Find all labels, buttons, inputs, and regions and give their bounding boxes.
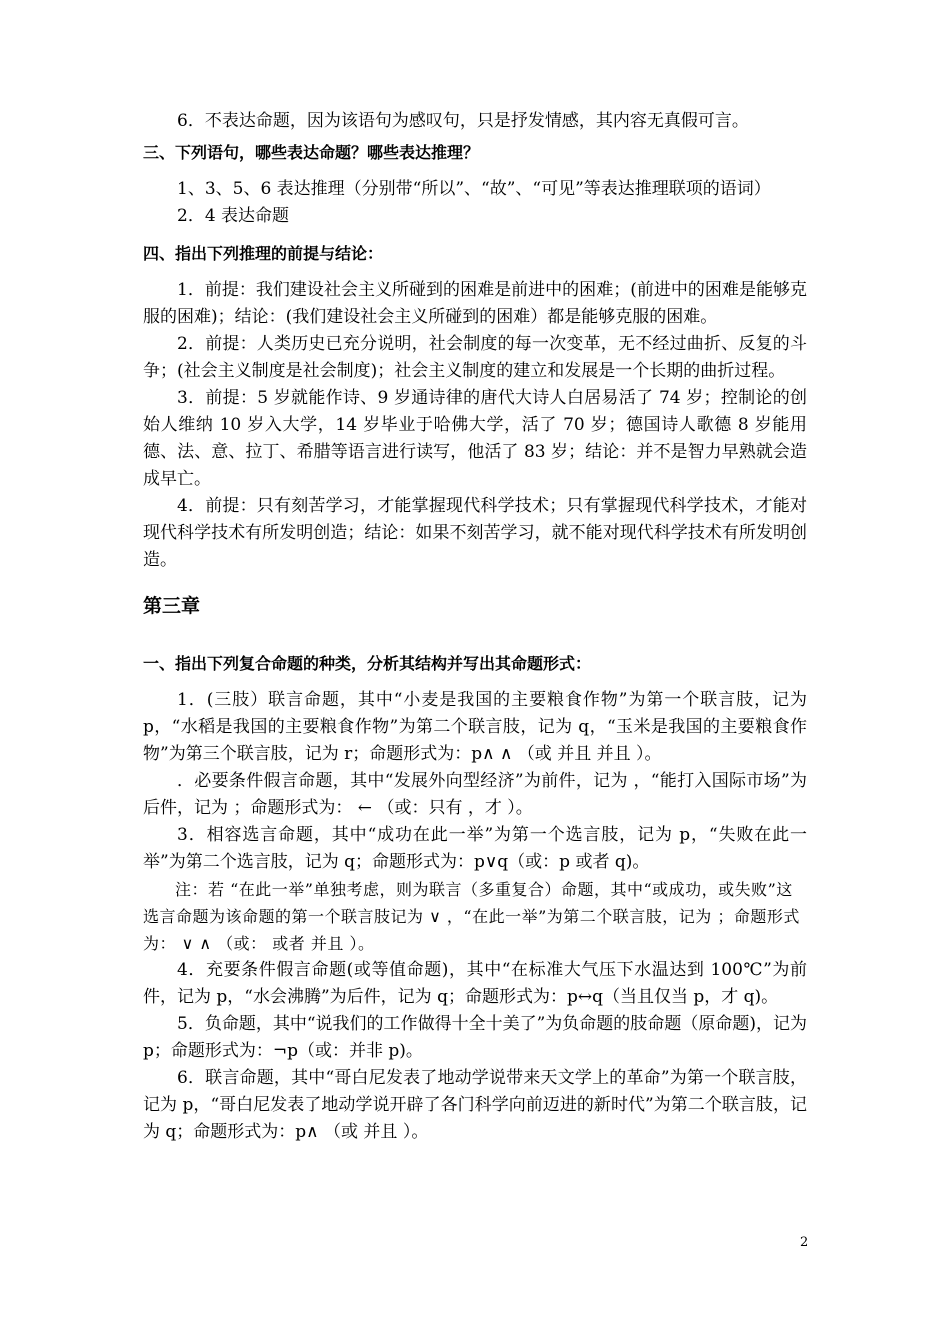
chapter-item-2: ．必要条件假言命题，其中“发展外向型经济”为前件，记为 ，“能打入国际市场”为后件，记为 ；命题形式为： ← （或：只有 ，才 ）。 <box>143 771 807 818</box>
paragraph-item-6: 6．不表达命题，因为该语句为感叹句，只是抒发情感，其内容无真假可言。 <box>177 111 749 131</box>
section-4-heading: 四、指出下列推理的前提与结论： <box>143 244 384 263</box>
section-3-item-2: 2．4 表达命题 <box>177 206 290 226</box>
section-4-item-1: 1．前提：我们建设社会主义所碰到的困难是前进中的困难；(前进中的困难是能够克服的困难)；结论：(我们建设社会主义所碰到的困难）都是能够克服的困难。 <box>143 280 807 327</box>
chapter-item-4: 4．充要条件假言命题(或等值命题)，其中“在标准大气压下水温达到 100℃”为前件，记为 p，“水会沸腾”为后件，记为 q；命题形式为：p↔q（当且仅当 p，才 q)。 <box>143 960 807 1007</box>
page-number: 2 <box>800 1235 809 1250</box>
chapter-title: 第三章 <box>143 595 201 617</box>
section-4-item-4: 4．前提：只有刻苦学习，才能掌握现代科学技术；只有掌握现代科学技术，才能对现代科学技术有所发明创造；结论：如果不刻苦学习，就不能对现代科学技术有所发明创造。 <box>143 496 807 570</box>
document-page <box>143 108 807 1146</box>
section-4-item-2: 2．前提：人类历史已充分说明，社会制度的每一次变革，无不经过曲折、反复的斗争；(社会主义制度是社会制度)；社会主义制度的建立和发展是一个长期的曲折过程。 <box>143 334 807 381</box>
section-4-item-3: 3．前提：5 岁就能作诗、9 岁通诗律的唐代大诗人白居易活了 74 岁；控制论的创始人维纳 10 岁入大学，14 岁毕业于哈佛大学，活了 70 岁；德国诗人歌德 8 岁能用德、法、意、拉丁、希腊等语言进行读写，他活了 83 岁；结论：并不是智力早熟就会造成早亡。 <box>143 388 807 489</box>
section-3-item-1: 1、3、5、6 表达推理（分别带“所以”、“故”、“可见”等表达推理联项的语词） <box>177 179 771 199</box>
chapter-item-1: 1．(三肢）联言命题，其中“小麦是我国的主要粮食作物”为第一个联言肢，记为 p，“水稻是我国的主要粮食作物”为第二个联言肢，记为 q，“玉米是我国的主要粮食作物”为第三个联言肢，记为 r；命题形式为：p∧ ∧ （或 并且 并且 ）。 <box>143 690 807 764</box>
chapter-note: 注：若 “在此一举”单独考虑，则为联言（多重复合）命题，其中“或成功，或失败”这选言命题为该命题的第一个联言肢记为 ∨ ，“在此一举”为第二个联言肢，记为 ；命题形式为： ∨ ∧ （或： 或者 并且 ）。 <box>143 880 800 953</box>
chapter-item-3: 3．相容选言命题，其中“成功在此一举”为第一个选言肢，记为 p，“失败在此一举”为第二个选言肢，记为 q；命题形式为：p∨q（或：p 或者 q)。 <box>143 825 807 872</box>
chapter-section-1-heading: 一、指出下列复合命题的种类，分析其结构并写出其命题形式： <box>143 654 592 673</box>
section-3-heading: 三、下列语句，哪些表达命题？哪些表达推理？ <box>143 143 480 162</box>
chapter-item-5: 5．负命题，其中“说我们的工作做得十全十美了”为负命题的肢命题（原命题)，记为 p；命题形式为：¬p（或：并非 p)。 <box>143 1014 807 1061</box>
chapter-item-6: 6．联言命题，其中“哥白尼发表了地动学说带来天文学上的革命”为第一个联言肢，记为 p，“哥白尼发表了地动学说开辟了各门科学向前迈进的新时代”为第二个联言肢，记为 q；命题形式为：p∧ （或 并且 ）。 <box>143 1068 807 1142</box>
